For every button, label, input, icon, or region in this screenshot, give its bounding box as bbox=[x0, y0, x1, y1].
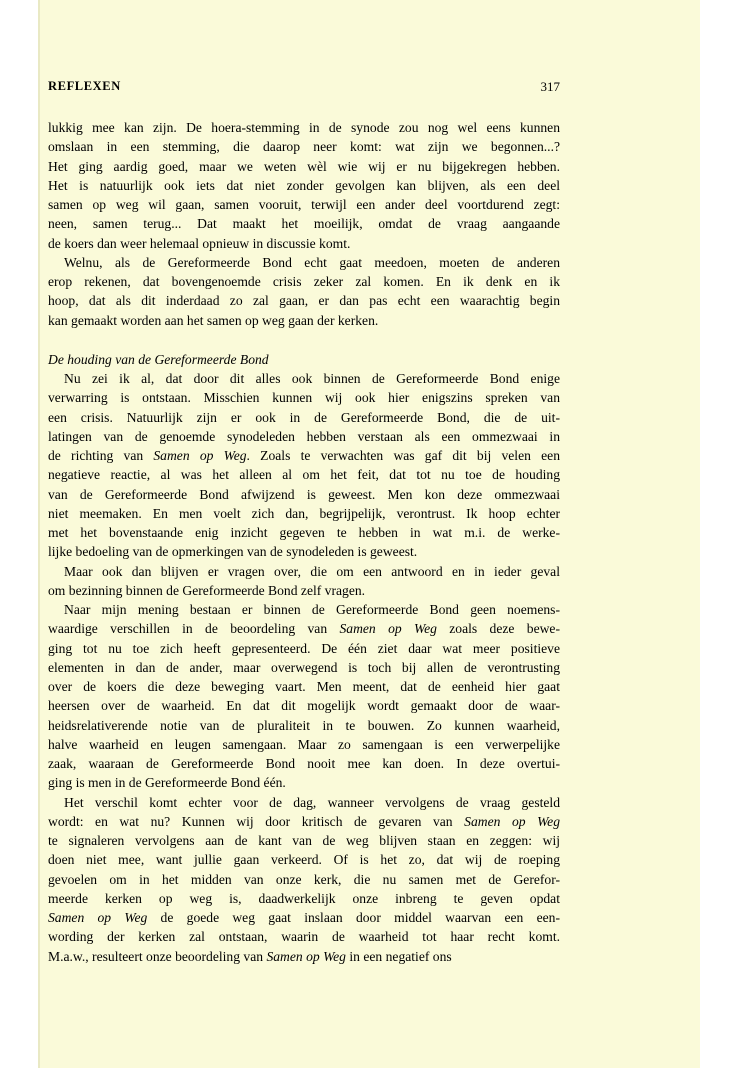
text-line: latingen van de genoemde synodeleden hebben verstaan als een ommezwaai in bbox=[48, 428, 560, 444]
text-line: Maar ook dan blijven er vragen over, die om een antwoord en in ieder geval bbox=[64, 563, 560, 579]
text-line: halve waarheid en leugen samengaan. Maar zo samengaan is een verwerpelijke bbox=[48, 736, 560, 752]
text-line: lijke bedoeling van de opmerkingen van de synodeleden is geweest. bbox=[48, 544, 418, 560]
text-line: ging is men in de Gereformeerde Bond één. bbox=[48, 775, 286, 791]
text-line: kan gemaakt worden aan het samen op weg gaan der kerken. bbox=[48, 312, 379, 328]
text-line: Naar mijn mening bestaan er binnen de Gereformeerde Bond geen noemens- bbox=[64, 602, 560, 617]
paragraph bbox=[48, 793, 560, 966]
section-heading: De houding van de Gereformeerde Bond bbox=[48, 351, 269, 367]
text-line: lukkig mee kan zijn. De hoera-stemming in de synode zou nog wel eens kunnen bbox=[48, 120, 560, 135]
body-text bbox=[48, 118, 560, 966]
text-line: een crisis. Natuurlijk zijn er ook in de Gereformeerde Bond, die de uit- bbox=[48, 409, 560, 425]
text-line: ging tot nu toe zich heeft gepresenteerd. De één ziet daar wat meer positieve bbox=[48, 640, 560, 656]
running-title: REFLEXEN bbox=[48, 79, 121, 93]
text-line: wording der kerken zal ontstaan, waarin de waarheid tot haar recht komt. bbox=[48, 929, 560, 945]
text-line: niet meemaken. En men voelt zich dan, begrijpelijk, verontrust. Ik hoop echter bbox=[48, 505, 560, 521]
text-line: de koers dan weer helemaal opnieuw in discussie komt. bbox=[48, 235, 351, 251]
paragraph bbox=[48, 118, 560, 253]
text-line: M.a.w., resulteert onze beoordeling van Samen op Weg in een negatief ons bbox=[48, 948, 452, 964]
text-line: Nu zei ik al, dat door dit alles ook binnen de Gereformeerde Bond enige bbox=[64, 371, 560, 386]
text-line: zaak, waaraan de Gereformeerde Bond nooit mee kan doen. In deze overtui- bbox=[48, 756, 560, 771]
text-line: Het verschil komt echter voor de dag, wanneer vervolgens de vraag gesteld bbox=[64, 794, 560, 810]
paragraph bbox=[48, 600, 560, 793]
text-line: verwarring is ontstaan. Misschien kunnen wij ook hier enigszins spreken van bbox=[48, 390, 560, 406]
running-header bbox=[48, 79, 560, 99]
paragraph bbox=[48, 253, 560, 330]
text-line: de richting van Samen op Weg. Zoals te verwachten was gaf dit bij velen een bbox=[48, 448, 560, 463]
text-line: van de Gereformeerde Bond afwijzend is geweest. Men kon deze ommezwaai bbox=[48, 486, 560, 502]
text-line: te signaleren vervolgens aan de kant van de weg blijven staan en zeggen: wij bbox=[48, 833, 560, 848]
text-line: Het ging aardig goed, maar we weten wèl wie wij er nu bijgekregen hebben. bbox=[48, 158, 560, 174]
page-number: 317 bbox=[540, 79, 560, 94]
text-line: heersen over de waarheid. En dat dit mogelijk wordt gemaakt door de waar- bbox=[48, 698, 560, 714]
text-line: meerde kerken op weg is, daadwerkelijk onze inbreng te geven opdat bbox=[48, 890, 560, 906]
text-line: samen op weg wil gaan, samen vooruit, terwijl een ander deel voortdurend zegt: bbox=[48, 197, 560, 212]
paragraph bbox=[48, 562, 560, 601]
text-line: Samen op Weg de goede weg gaat inslaan door middel waarvan een een- bbox=[48, 910, 560, 925]
page-edge bbox=[38, 0, 40, 1068]
text-line: omslaan in een stemming, die daarop neer komt: wat zijn we begonnen...? bbox=[48, 139, 560, 155]
text-line: om bezinning binnen de Gereformeerde Bond zelf vragen. bbox=[48, 582, 366, 598]
text-line: Het is natuurlijk ook iets dat niet zonder gevolgen kan blijven, als een deel bbox=[48, 177, 560, 193]
text-line: over de koers die deze beweging vaart. Men meent, dat de eenheid hier gaat bbox=[48, 679, 560, 694]
text-line: wordt: en wat nu? Kunnen wij door kritisch de gevaren van Samen op Weg bbox=[48, 813, 560, 829]
text-line: neen, samen terug... Dat maakt het moeilijk, omdat de vraag aangaande bbox=[48, 216, 560, 232]
text-line: heidsrelativerende notie van de pluraliteit in te bouwen. Zo kunnen waarheid, bbox=[48, 717, 560, 733]
text-line: negatieve reactie, al was het alleen al om het feit, dat tot nu toe de houding bbox=[48, 467, 560, 483]
text-line: erop rekenen, dat bovengenoemde crisis zeker zal komen. En ik denk en ik bbox=[48, 274, 560, 289]
text-line: Welnu, als de Gereformeerde Bond echt gaat meedoen, moeten de anderen bbox=[64, 254, 560, 270]
text-line: met het bovenstaande enig inzicht gegeven te hebben in wat m.i. de werke- bbox=[48, 525, 560, 540]
text-line: doen niet mee, want jullie gaan verkeerd. Of is het zo, dat wij de roeping bbox=[48, 852, 560, 868]
text-line: elementen in dan de ander, maar overwegend is toch bij allen de verontrusting bbox=[48, 659, 560, 675]
text-line: hoop, dat als dit inderdaad zo zal gaan, er dan pas echt een waarachtig begin bbox=[48, 293, 560, 309]
text-line: gevoelen om in het midden van onze kerk, die nu samen met de Gerefor- bbox=[48, 871, 560, 887]
section-gap bbox=[48, 330, 560, 350]
paragraph bbox=[48, 369, 560, 562]
text-line: waardige verschillen in de beoordeling van Samen op Weg zoals deze bewe- bbox=[48, 621, 560, 637]
